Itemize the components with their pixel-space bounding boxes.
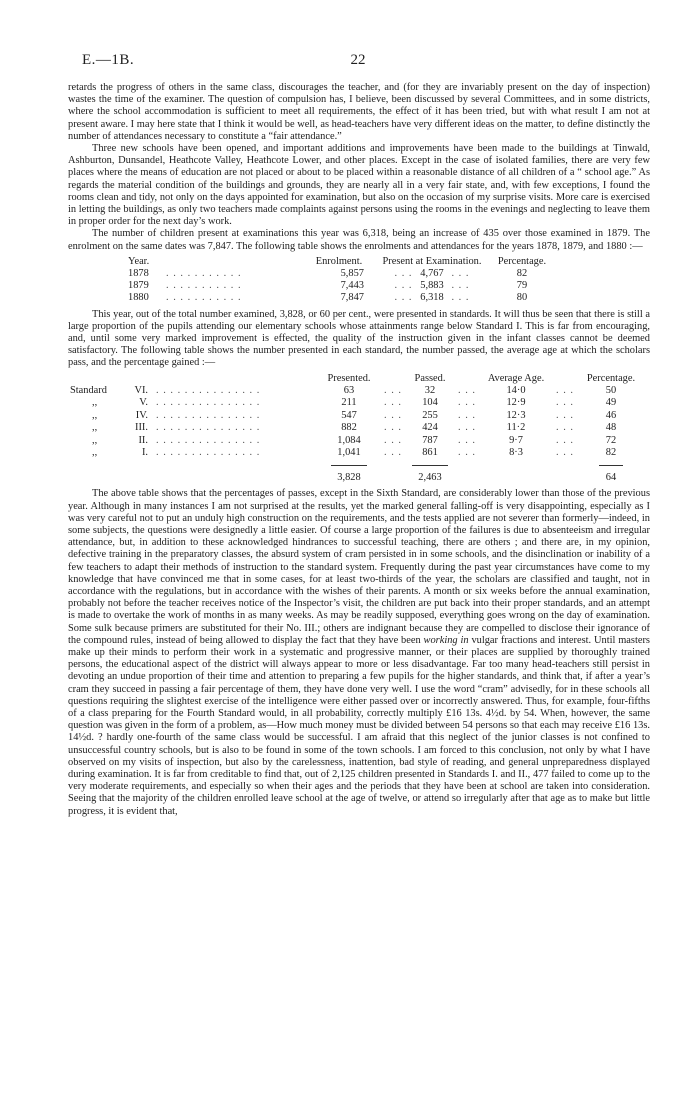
percentage-total: 64 [605,471,617,483]
leader-dots: . . . [394,280,413,292]
leader-dots: . . . . . . . . . . . [166,292,242,304]
leader-dots: . . . [384,434,402,446]
leader-dots: . . . [556,434,574,446]
year-cell: 1879 [128,280,149,292]
leader-dots: . . . [458,409,476,421]
document-code: E.—1B. [82,52,135,68]
leader-dots: . . . [451,268,470,280]
leader-dots: . . . . . . . . . . . . . . . [156,422,261,434]
paragraph-text: The above table shows that the percentages of passes, except in the Sixth Standard, are considerably lower than those of the previous year. Although in many instances I am not surprised at the results, yet the marked general falling-off is very disappointing, especially as I was very careful not to put an unduly high construction on the requirements, and the tests applied are not severer than formerly—indeed, in some subjects, the questions were designedly a little easier. Of course a large proportion of the failures is due to absenteeism and irregular attendance, but, in addition to these acknowledged hindrances to successful teaching, there are others ; and there are, in my opinion, defective training in the preparatory classes, the absurd system of cram persisted in in some schools, and the disinclination or inability of a few teachers to adapt their methods of instruction to the standard system. Frequently during the past year circumstances have come to my knowledge that have convinced me that in some cases, for at least two-thirds of the year, the scholars are classified and taught, not in accordance with the regulations, but in accordance with the wishes of their parents. A month or six weeks before the annual examination, probably not before the teacher receives notice of the Inspector’s visit, the children are put back into their proper standards, and an attempt is made to overtake the work of months in as many weeks. As may be readily supposed, everything goes wrong on the day of examination. Some sulk because primers are substituted for their No. III.; others are indignant because they are compelled to disclose their ignorance of the compound rules, instead of being allowed to display the fact that they have been [68,488,650,646]
divider [412,465,448,466]
passed-cell: 32 [424,385,436,397]
standard-cell: I. [141,447,148,459]
column-header: Present at Examination. [382,255,482,267]
enrolment-cell: 7,847 [340,292,364,304]
average-age-cell: 11·2 [506,422,526,434]
standard-prefix: ,, [92,397,98,409]
passed-cell: 104 [422,397,438,409]
leader-dots: . . . [451,292,470,304]
percentage-cell: 82 [605,447,617,459]
leader-dots: . . . [556,447,574,459]
leader-dots: . . . . . . . . . . . . . . . [156,434,261,446]
standard-cell: V. [139,397,148,409]
table-row [70,397,644,409]
leader-dots: . . . [556,422,574,434]
standard-cell: II. [138,434,148,446]
table-row [70,385,644,397]
table-row [70,447,644,459]
table-header-row [128,256,552,268]
column-header: Enrolment. [315,255,363,267]
standard-cell: III. [135,422,148,434]
column-header: Average Age. [487,372,545,384]
table-row [128,268,552,280]
table-row [70,410,644,422]
enrolment-cell: 5,857 [340,268,364,280]
report-body [68,82,650,818]
leader-dots: . . . [458,385,476,397]
leader-dots: . . . [384,422,402,434]
percentage-cell: 48 [605,422,617,434]
leader-dots: . . . [384,385,402,397]
standard-prefix: Standard [70,385,107,397]
leader-dots: . . . [384,409,402,421]
leader-dots: . . . . . . . . . . . [166,268,242,280]
presented-cell: 211 [341,397,357,409]
leader-dots: . . . [451,280,470,292]
percentage-cell: 50 [605,385,617,397]
present-cell: 4,767 [420,268,444,280]
year-cell: 1878 [128,268,149,280]
table-header-row [70,373,644,385]
presented-cell: 547 [341,409,357,421]
enrolment-table [128,256,552,305]
percentage-cell: 79 [516,280,528,292]
table-row [70,422,644,434]
passed-cell: 861 [422,447,438,459]
paragraph: The number of children present at examinations this year was 6,318, being an increase of 435 over those examined in 1879. The enrolment on the same dates was 7,847. The following table shows the enrolments and attendances for the years 1878, 1879, and 1880 :— [68,228,650,252]
leader-dots: . . . [556,397,574,409]
divider [599,465,623,466]
enrolment-cell: 7,443 [340,280,364,292]
table-row [70,435,644,447]
present-cell: 6,318 [420,292,444,304]
leader-dots: . . . [458,447,476,459]
rule-row [70,460,644,472]
present-cell: 5,883 [420,280,444,292]
presented-cell: 1,084 [337,434,361,446]
passed-cell: 255 [422,409,438,421]
divider [331,465,367,466]
italic-phrase: working in [423,634,469,646]
year-cell: 1880 [128,292,149,304]
leader-dots: . . . [394,292,413,304]
passed-cell: 424 [422,422,438,434]
leader-dots: . . . [556,385,574,397]
standard-prefix: ,, [92,447,98,459]
leader-dots: . . . [394,268,413,280]
presented-cell: 1,041 [337,447,361,459]
average-age-cell: 12·9 [506,397,526,409]
leader-dots: . . . [458,397,476,409]
leader-dots: . . . . . . . . . . . . . . . [156,397,261,409]
column-header: Year. [128,255,150,267]
average-age-cell: 8·3 [509,447,523,459]
presented-cell: 63 [343,385,355,397]
passed-cell: 787 [422,434,438,446]
average-age-cell: 12·3 [506,409,526,421]
paragraph: This year, out of the total number examined, 3,828, or 60 per cent., were presented in standards. It will thus be seen that there is still a large proportion of the pupils attending our elementary schools whose attainments range below Standard I. This is far from encouraging, and, until some very marked improvement is effected, the quality of the instruction given in the infant classes cannot be deemed satisfactory. The following table shows the number presented in each standard, the number passed, the average age at which the scholars pass, and the percentage gained :— [68,308,650,369]
page-number: 22 [350,52,366,68]
percentage-cell: 46 [605,409,617,421]
column-header: Presented. [327,372,371,384]
table-row [128,280,552,292]
column-header: Percentage. [586,372,636,384]
presented-cell: 882 [341,422,357,434]
percentage-cell: 80 [516,292,528,304]
standards-table [70,373,644,485]
totals-row [70,472,644,484]
percentage-cell: 49 [605,397,617,409]
standard-cell: VI. [134,385,148,397]
leader-dots: . . . [556,409,574,421]
percentage-cell: 82 [516,268,528,280]
paragraph: retards the progress of others in the same class, discourages the teacher, and (for they are invariably present on the day of inspection) wastes the time of the examiner. The question of compulsion has, I believe, been discussed by several Committees, and in some districts, where the school accommodation is sufficient to meet all requirements, the effect of it has been tried, but with what result I am not at present aware. I may here state that I think it would be well, as head-teachers have very different ideas on the matter, to define distinctly the number of attendances necessary to constitute a “fair attendance.” [68,82,650,142]
leader-dots: . . . [384,447,402,459]
leader-dots: . . . [458,434,476,446]
standard-prefix: ,, [92,422,98,434]
paragraph [68,488,650,817]
standard-prefix: ,, [92,434,98,446]
paragraph-text: vulgar fractions and interest. Until masters make up their minds to perform their work in a systematic and progressive manner, or their places are supplied by thoroughly trained persons, the educational aspect of the district will always appear to more or less disadvantage. Far too many head-teachers still persist in devoting an undue proportion of their time and attention to preparing a few pupils for the higher standards, and think that, if after a year’s cram they succeed in passing a fair percentage of them, they have done very well. I use the word “cram” advisedly, for in these schools all questions requiring the slightest exercise of the intelligence were either passed over or incorrectly answered. Thus, for example, four-fifths of a class preparing for the Fourth Standard would, in all probability, correctly multiply £16 13s. 4½d. by 54. When, however, the same question was given in the form of a problem, as—How much money must be divided between 54 persons so that each may receive £16 13s. 14½d. ? hardly one-fourth of the same class would be successful. I am afraid that this neglect of the junior classes is not confined to unsuccessful country schools, but is also to be found in some of the town schools. I am forced to this conclusion, not only by what I have observed on my visits of inspection, but also by the carelessness, inattention, bad style of reading, and general unpreparedness displayed during examination. It is far from creditable to find that, out of 2,125 children presented in Standards I. and II., 477 failed to come up to the very moderate requirements, and especially so when their ages and the periods that they have been at school are taken into consideration. Seeing that the majority of the children enrolled leave school at the age of twelve, or attend so irregularly after that age as to make but little progress, it is evident that, [68,634,650,817]
leader-dots: . . . . . . . . . . . . . . . [156,447,261,459]
leader-dots: . . . . . . . . . . . . . . . [156,385,261,397]
table-row [128,292,552,304]
leader-dots: . . . [384,397,402,409]
percentage-cell: 72 [605,434,617,446]
column-header: Passed. [414,372,446,384]
presented-total: 3,828 [337,471,361,483]
average-age-cell: 14·0 [506,385,526,397]
column-header: Percentage. [497,255,547,267]
paragraph: Three new schools have been opened, and important additions and improvements have been made to the buildings at Tinwald, Ashburton, Dunsandel, Heathcote Valley, Heathcote Lower, and other places. Except in the case of isolated families, there are very few places where the means of education are not placed or about to be placed within a reasonable distance of all children of a “ school age.” As regards the material condition of the buildings and grounds, they are nearly all in a very fair state, and, with few exceptions, I found the rooms clean and tidy, not only on the days appointed for examination, but also on the occasion of my surprise visits. More care is exercised in letting the buildings, as only two teachers made complaints against persons using the rooms in the evenings and neglecting to leave them in proper order for the next day’s work. [68,143,650,228]
standard-cell: IV. [135,409,148,421]
page-header [82,52,634,74]
leader-dots: . . . . . . . . . . . . . . . [156,409,261,421]
leader-dots: . . . [458,422,476,434]
standard-prefix: ,, [92,409,98,421]
leader-dots: . . . . . . . . . . . [166,280,242,292]
passed-total: 2,463 [418,471,442,483]
average-age-cell: 9·7 [509,434,523,446]
